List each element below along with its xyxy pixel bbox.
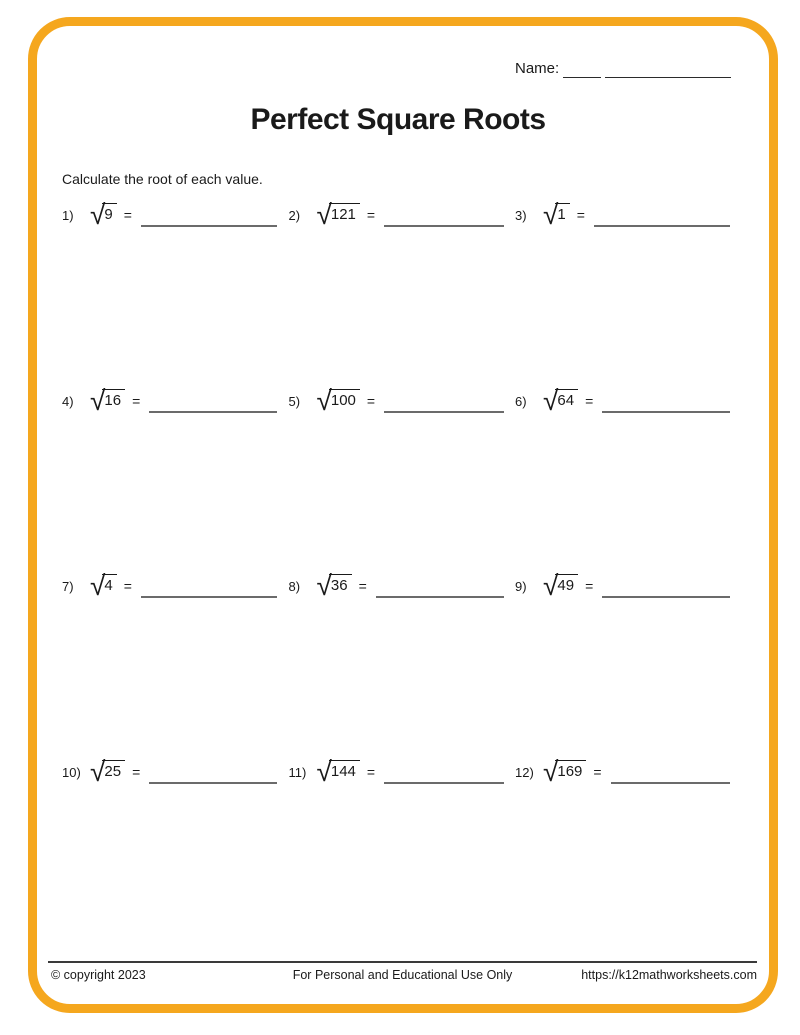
problem-number: 9) [515, 578, 527, 594]
name-block [515, 60, 731, 78]
problem [62, 200, 277, 230]
problem-number: 5) [288, 393, 301, 409]
answer-blank[interactable] [602, 411, 730, 413]
radical-expression [90, 756, 125, 787]
radicand: 9 [102, 203, 116, 223]
answer-blank[interactable] [149, 782, 277, 784]
equals-sign: = [123, 578, 132, 594]
radical-expression [90, 385, 125, 416]
problem [62, 571, 277, 601]
problem [62, 386, 277, 416]
problem-number: 3) [515, 207, 527, 223]
footer-copyright: © copyright 2023 [51, 968, 146, 982]
answer-blank[interactable] [384, 411, 503, 413]
equals-sign: = [593, 764, 602, 780]
problem-number: 8) [288, 578, 301, 594]
radical-sign-icon: √ [543, 385, 559, 416]
problem [515, 386, 730, 416]
answer-blank[interactable] [149, 411, 277, 413]
equals-sign: = [585, 393, 594, 409]
radical-sign-icon: √ [543, 199, 559, 230]
problem [515, 200, 730, 230]
answer-blank[interactable] [141, 225, 277, 227]
answer-blank[interactable] [611, 782, 730, 784]
equals-sign: = [366, 764, 376, 780]
radicand: 16 [102, 389, 125, 409]
equals-sign: = [123, 207, 132, 223]
radical-sign-icon: √ [543, 756, 559, 787]
radicand: 4 [102, 574, 116, 594]
radical-sign-icon: √ [90, 756, 106, 787]
radicand: 36 [329, 574, 352, 594]
answer-blank[interactable] [384, 782, 503, 784]
name-blank-long[interactable] [605, 60, 731, 78]
radical-expression [316, 199, 360, 230]
equals-sign: = [585, 578, 594, 594]
problem-number: 10) [62, 764, 81, 780]
answer-blank[interactable] [602, 596, 730, 598]
problem-number: 6) [515, 393, 527, 409]
answer-blank[interactable] [384, 225, 503, 227]
radical-expression [543, 199, 570, 230]
radical-sign-icon: √ [316, 199, 332, 230]
problem-number: 4) [62, 393, 74, 409]
problems-grid [62, 200, 730, 800]
radical-expression [543, 570, 578, 601]
radical-sign-icon: √ [316, 385, 332, 416]
radicand: 121 [329, 203, 360, 223]
radical-sign-icon: √ [90, 199, 106, 230]
problem-number: 11) [288, 764, 307, 780]
radical-expression [316, 385, 360, 416]
radical-sign-icon: √ [90, 570, 106, 601]
radical-expression [316, 756, 360, 787]
radical-expression [316, 570, 352, 601]
footer-divider [48, 961, 757, 963]
problem-number: 12) [515, 764, 534, 780]
radical-expression [543, 756, 586, 787]
problem-row [62, 571, 730, 601]
footer [48, 968, 757, 986]
equals-sign: = [366, 393, 376, 409]
problem-number: 7) [62, 578, 74, 594]
equals-sign: = [132, 393, 141, 409]
problem [289, 571, 504, 601]
problem [289, 386, 504, 416]
problem [62, 757, 277, 787]
page-title: Perfect Square Roots [250, 103, 546, 136]
footer-usage: For Personal and Educational Use Only [292, 968, 513, 982]
radical-sign-icon: √ [316, 756, 332, 787]
equals-sign: = [366, 207, 376, 223]
radicand: 169 [555, 760, 586, 780]
problem [515, 757, 730, 787]
equals-sign: = [576, 207, 585, 223]
radicand: 100 [329, 389, 360, 409]
footer-url: https://k12mathworksheets.com [581, 968, 757, 982]
problem [515, 571, 730, 601]
answer-blank[interactable] [594, 225, 730, 227]
answer-blank[interactable] [376, 596, 504, 598]
problem [289, 757, 504, 787]
radicand: 64 [555, 389, 578, 409]
name-label: Name: [515, 60, 560, 77]
radical-expression [90, 570, 117, 601]
problem-row [62, 200, 730, 230]
answer-blank[interactable] [141, 596, 277, 598]
radical-expression [543, 385, 578, 416]
radical-sign-icon: √ [90, 385, 106, 416]
radical-sign-icon: √ [543, 570, 559, 601]
radicand: 144 [329, 760, 360, 780]
radicand: 1 [555, 203, 569, 223]
radicand: 25 [102, 760, 125, 780]
radical-sign-icon: √ [316, 570, 332, 601]
radical-expression [90, 199, 117, 230]
problem-row [62, 386, 730, 416]
problem-number: 2) [288, 207, 301, 223]
name-blank-short[interactable] [563, 60, 601, 78]
radicand: 49 [555, 574, 578, 594]
problem-row [62, 757, 730, 787]
equals-sign: = [358, 578, 367, 594]
problem [289, 200, 504, 230]
problem-number: 1) [62, 207, 74, 223]
equals-sign: = [132, 764, 141, 780]
instruction-text: Calculate the root of each value. [62, 171, 263, 187]
